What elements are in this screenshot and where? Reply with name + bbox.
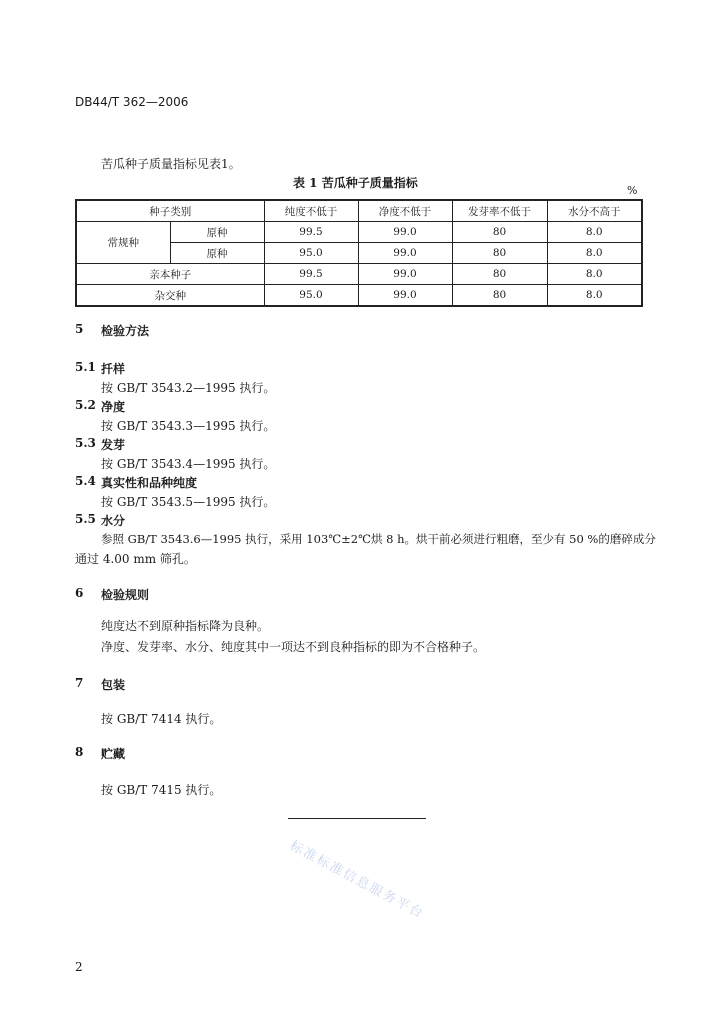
section-number: 5.3: [75, 436, 96, 450]
group-label-cell: 常规种: [76, 222, 170, 264]
section-title: 发芽: [101, 438, 126, 452]
page-number: 2: [75, 960, 83, 974]
value-cell: 95.0: [264, 285, 358, 307]
section-title: 包装: [101, 678, 126, 692]
table-unit: %: [627, 184, 638, 197]
section-title: 检验方法: [101, 324, 150, 338]
value-cell: 8.0: [547, 285, 642, 307]
section-text: 按 GB/T 3543.3—1995 执行。: [101, 419, 276, 433]
end-rule: [288, 818, 426, 819]
watermark: 标准标准信息服务平台: [287, 838, 427, 923]
value-cell: 8.0: [547, 243, 642, 264]
section-number: 8: [75, 745, 84, 759]
section-number: 5: [75, 322, 84, 336]
value-cell: 95.0: [264, 243, 358, 264]
table-row: [76, 222, 642, 243]
section-title: 扦样: [101, 362, 126, 376]
value-cell: 8.0: [547, 264, 642, 285]
section-text: 按 GB/T 3543.5—1995 执行。: [101, 495, 276, 509]
section-number: 5.2: [75, 398, 96, 412]
value-cell: 80: [452, 285, 547, 307]
table-header-row: [76, 200, 642, 222]
sub-label-cell: 原种: [170, 243, 264, 264]
header-cell: 净度不低于: [358, 200, 452, 222]
value-cell: 99.0: [358, 264, 452, 285]
value-cell: 80: [452, 264, 547, 285]
value-cell: 80: [452, 243, 547, 264]
row-label-cell: 亲本种子: [76, 264, 264, 285]
section-number: 6: [75, 586, 84, 600]
section-text: 净度、发芽率、水分、纯度其中一项达不到良种指标的即为不合格种子。: [101, 640, 486, 654]
section-text: 按 GB/T 3543.4—1995 执行。: [101, 457, 276, 471]
section-title: 检验规则: [101, 588, 150, 602]
value-cell: 99.0: [358, 243, 452, 264]
section-number: 5.4: [75, 474, 96, 488]
table-row: [76, 285, 642, 307]
section-text: 参照 GB/T 3543.6—1995 执行，采用 103℃±2℃烘 8 h。烘干前必须进行粗磨，至少有 50 %的磨碎成分: [101, 532, 656, 546]
table-caption: 表 1 苦瓜种子质量指标: [293, 176, 418, 190]
section-number: 7: [75, 676, 84, 690]
value-cell: 8.0: [547, 222, 642, 243]
section-text: 按 GB/T 3543.2—1995 执行。: [101, 381, 276, 395]
header-cell: 发芽率不低于: [452, 200, 547, 222]
table-row: [76, 264, 642, 285]
section-title: 真实性和品种纯度: [101, 476, 198, 490]
sub-label-cell: 原种: [170, 222, 264, 243]
doc-code-header: DB44/T 362—2006: [75, 95, 189, 109]
section-text: 纯度达不到原种指标降为良种。: [101, 619, 270, 633]
section-text: 按 GB/T 7414 执行。: [101, 712, 222, 726]
section-text: 按 GB/T 7415 执行。: [101, 783, 222, 797]
header-cell: 种子类别: [76, 200, 264, 222]
section-text-continued: 通过 4.00 mm 筛孔。: [75, 552, 196, 566]
section-number: 5.5: [75, 512, 96, 526]
header-cell: 水分不高于: [547, 200, 642, 222]
row-label-cell: 杂交种: [76, 285, 264, 307]
value-cell: 80: [452, 222, 547, 243]
section-title: 贮藏: [101, 747, 126, 761]
section-title: 水分: [101, 514, 126, 528]
intro-text: 苦瓜种子质量指标见表1。: [101, 157, 241, 171]
value-cell: 99.5: [264, 264, 358, 285]
section-number: 5.1: [75, 360, 96, 374]
section-title: 净度: [101, 400, 126, 414]
quality-table: [75, 199, 643, 307]
value-cell: 99.0: [358, 285, 452, 307]
value-cell: 99.0: [358, 222, 452, 243]
header-cell: 纯度不低于: [264, 200, 358, 222]
value-cell: 99.5: [264, 222, 358, 243]
